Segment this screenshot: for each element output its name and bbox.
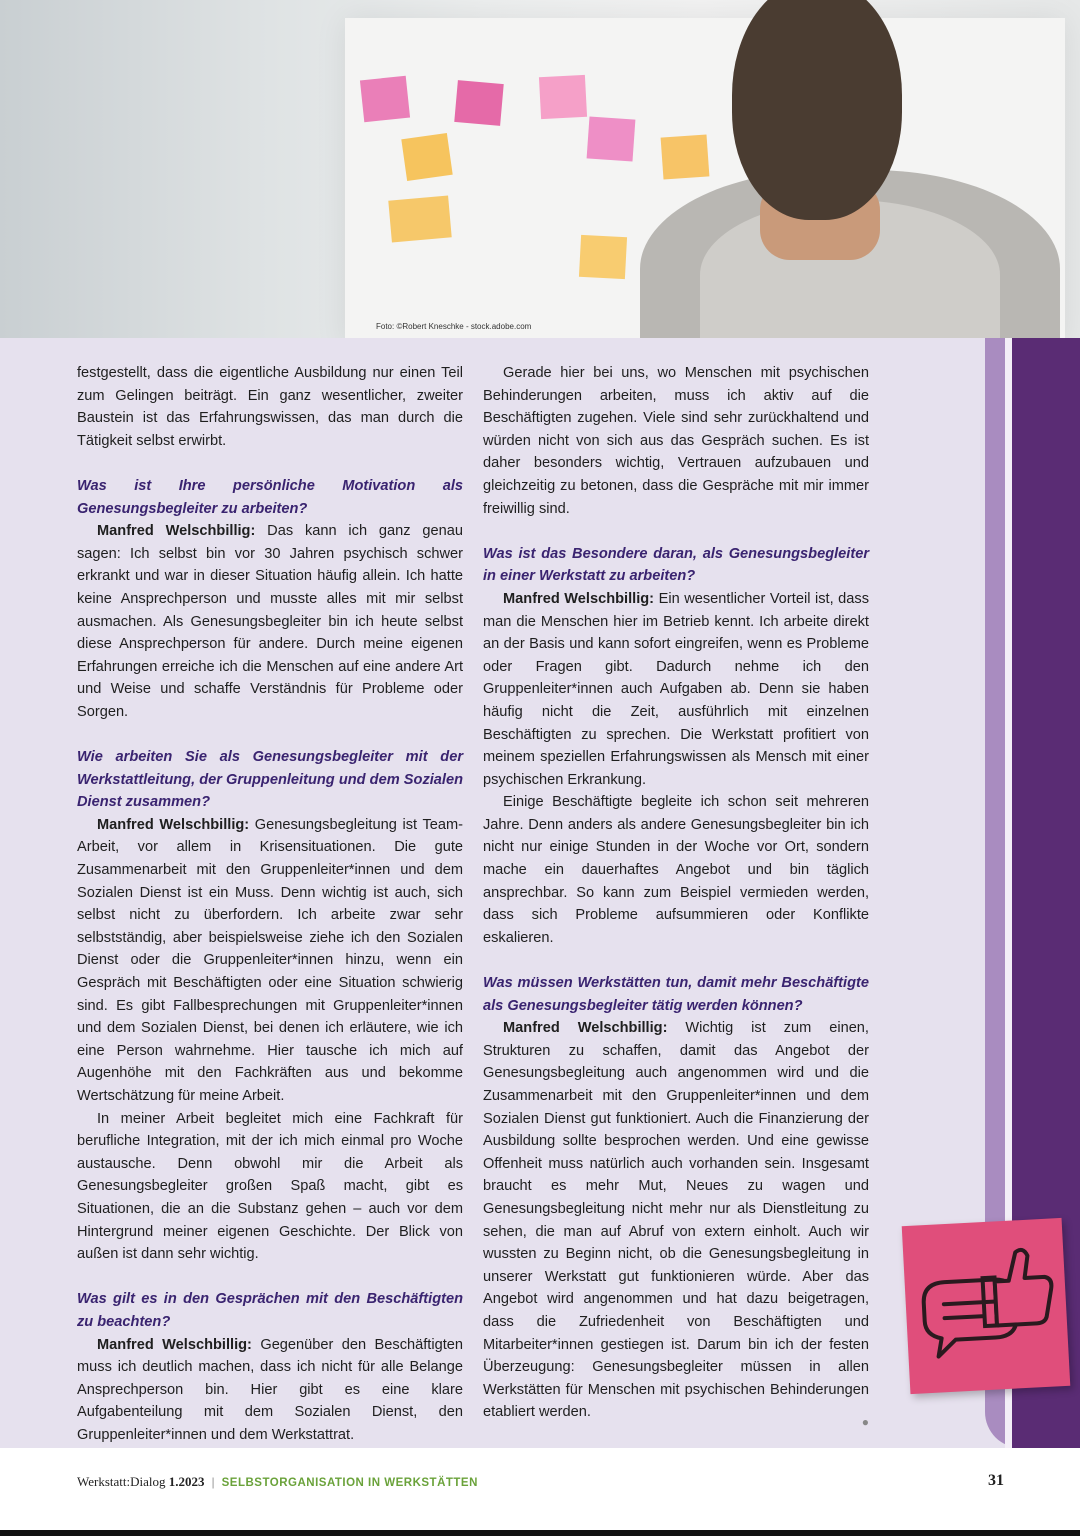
end-mark-icon: ● (861, 1414, 869, 1429)
interview-answer (483, 1017, 869, 1424)
interview-question: Was müssen Werkstätten tun, damit mehr Beschäftigte als Genesungsbegleiter tätig werden können? (483, 975, 869, 1014)
interview-question: Wie arbeiten Sie als Genesungsbegleiter mit der Werkstattleitung, der Gruppenleitung und dem Sozialen Dienst zusammen? (77, 749, 463, 811)
sticky-note-pink (454, 80, 503, 126)
photo-credit: Foto: ©Robert Kneschke - stock.adobe.com (376, 322, 532, 331)
sticky-note-yellow (661, 134, 710, 179)
article-column-left (77, 362, 463, 1447)
interview-question: Was ist Ihre persönliche Motivation als Genesungsbegleiter zu arbeiten? (77, 477, 463, 517)
answer-text: Das kann ich ganz genau sagen: Ich selbst bin vor 30 Jahren psychisch schwer erkrankt und war in dieser Situation häufig allein. Ich hatte keine Ansprechperson und musste alles mit mir selbst ausmachen. Als Genesungsbegleiter bin ich heute selbst diese Ansprechperson für andere. Durch meine eigenen Erfahrungen erreiche ich die Menschen auf eine andere Art und Weise und schaffe Verständnis für Probleme oder Sorgen. (77, 523, 463, 720)
sticky-note-pink (539, 75, 587, 119)
magazine-title: Werkstatt:Dialog (77, 1474, 166, 1489)
footer-masthead (77, 1474, 478, 1490)
sticky-note-yellow (579, 235, 627, 279)
sticky-note-yellow (388, 195, 451, 242)
sticky-note-yellow (401, 133, 452, 181)
article-column-right (483, 362, 869, 1428)
paragraph: Einige Beschäftigte begleite ich schon seit mehreren Jahre. Denn anders als andere Genesungsbegleiter bin ich nicht nur einige Stunden in der Woche vor Ort, sondern mache ein dauerhaftes Angebot und bin täglich ansprechbar. So kann zum Beispiel vermieden werden, dass sich Probleme aufsummieren oder Konflikte eskalieren. (483, 794, 869, 946)
paragraph: In meiner Arbeit begleitet mich eine Fachkraft für berufliche Integration, mit der ich mich einmal pro Woche austausche. Denn obwohl mir die Arbeit als Genesungsbegleiter großen Spaß macht, gibt es Situationen, die an die Substanz gehen – auch vor dem Hintergrund meiner eigenen Geschichte. Der Blick von außen ist dann sehr wichtig. (77, 1110, 463, 1263)
speaker-name: Manfred Welschbillig: (97, 816, 250, 833)
speaker-name: Manfred Welschbillig: (97, 523, 256, 540)
interview-question: Was gilt es in den Gesprächen mit den Beschäftigten zu beachten? (77, 1291, 463, 1330)
sticky-note-pink (587, 116, 636, 161)
section-title: SELBSTORGANISATION IN WERKSTÄTTEN (221, 1477, 478, 1489)
answer-text: Wichtig ist zum einen, Strukturen zu schaffen, damit das Angebot der Genesungsbegleitung auch angenommen wird und die Zusammenarbeit mit den Gruppenleiter*innen und dem Sozialen Dienst gut funktioniert. Auch die Finanzierung der Ausbildung sollte besprochen werden. Und eine gewisse Offenheit muss natürlich auch vorhanden sein. Insgesamt braucht es mehr Mut, Neues zu wagen und Genesungsbegleitung nicht mehr nur als Dienstleitung zu sehen, die man auf Abruf von extern einholt. Auch wir wussten zu Beginn nicht, ob die Genesungsbegleitung in unserer Werkstatt gut funktionieren würde. Aber das Angebot wird angenommen und hat dazu beigetragen, dass die Zufriedenheit von Beschäftigten und Mitarbeiter*innen gestiegen ist. Darum bin ich der festen Überzeugung: Genesungsbegleiter müssen in allen Werkstätten für Menschen mit psychischen Behinderungen etabliert werden. (483, 1020, 869, 1421)
sticky-note-pink (360, 76, 410, 123)
interview-answer (77, 1334, 463, 1447)
speaker-name: Manfred Welschbillig: (97, 1336, 252, 1353)
speaker-name: Manfred Welschbillig: (503, 590, 655, 607)
issue-number: 1.2023 (168, 1474, 205, 1489)
footer-separator: | (211, 1474, 215, 1489)
interview-answer (77, 814, 463, 1108)
paragraph: festgestellt, dass die eigentliche Ausbildung nur einen Teil zum Gelingen beiträgt. Ein ganz wesentlicher, zweiter Baustein ist das Erfahrungswissen, das man durch die Tätigkeit selbst erwirbt. (77, 365, 463, 449)
answer-text: Gegenüber den Beschäftigten muss ich deutlich machen, dass ich nicht für alle Belange Ansprechperson bin. Hier gibt es eine klare Aufgabenteilung mit dem Sozialen Dienst, den Gruppenleiter*innen und dem Werkstattrat. (77, 1336, 463, 1443)
speaker-name: Manfred Welschbillig: (503, 1020, 668, 1037)
header-photo (0, 0, 1080, 338)
answer-text: Genesungsbegleitung ist Team-Arbeit, vor allem in Krisensituationen. Die gute Zusammenarbeit mit den Gruppenleiter*innen und dem Sozialen Dienst ist ein Muss. Denn wichtig ist auch, sich selbst nicht zu überfordern. Ich arbeite zwar sehr selbstständig, aber beispielsweise ziehe ich den Sozialen Dienst oder die Gruppenleiter*innen hinzu, wenn ein Gespräch mit Beschäftigten oder eine Situation schwierig sind. Es gibt Fallbesprechungen mit Gruppenleiter*innen und dem Sozialen Dienst, bei denen ich erläutere, wie ich eine Person wahrnehme. Hier tausche ich mich auf Augenhöhe mit den Fachkräften aus und bekomme Wertschätzung für meine Arbeit. (77, 816, 463, 1104)
answer-text: Ein wesentlicher Vorteil ist, dass man die Menschen hier im Betrieb kennt. Ich arbeite direkt an der Basis und kann sofort eingreifen, wenn es Probleme oder Fragen gibt. Dadurch nehme ich den Gruppenleiter*innen auch Aufgaben ab. Denn sie haben häufig nicht die Zeit, ausführlich mit einzelnen Beschäftigten zu sprechen. Die Werkstatt profitiert von meinem speziellen Erfahrungswissen als Mensch mit einer psychischen Erkrankung. (483, 590, 869, 788)
interview-question: Was ist das Besondere daran, als Genesungsbegleiter in einer Werkstatt zu arbeiten? (483, 545, 869, 585)
interview-answer (77, 520, 463, 723)
paragraph: Gerade hier bei uns, wo Menschen mit psychischen Behinderungen arbeiten, muss ich aktiv auf die Beschäftigten zugehen. Viele sind sehr zurückhaltend und würden nicht von sich aus das Gespräch suchen. Es ist daher besonders wichtig, Vertrauen aufzubauen und gleichzeitig zu betonen, dass die Gespräche mit mir immer freiwillig sind. (483, 365, 869, 517)
sticky-note-illustration (902, 1218, 1071, 1394)
page-footer (0, 1448, 1080, 1536)
thumbs-up-speech-bubble-icon (911, 1236, 1062, 1373)
person-head (732, 0, 902, 220)
bottom-edge (0, 1530, 1080, 1536)
interview-answer (483, 588, 869, 791)
page-number: 31 (988, 1472, 1004, 1489)
